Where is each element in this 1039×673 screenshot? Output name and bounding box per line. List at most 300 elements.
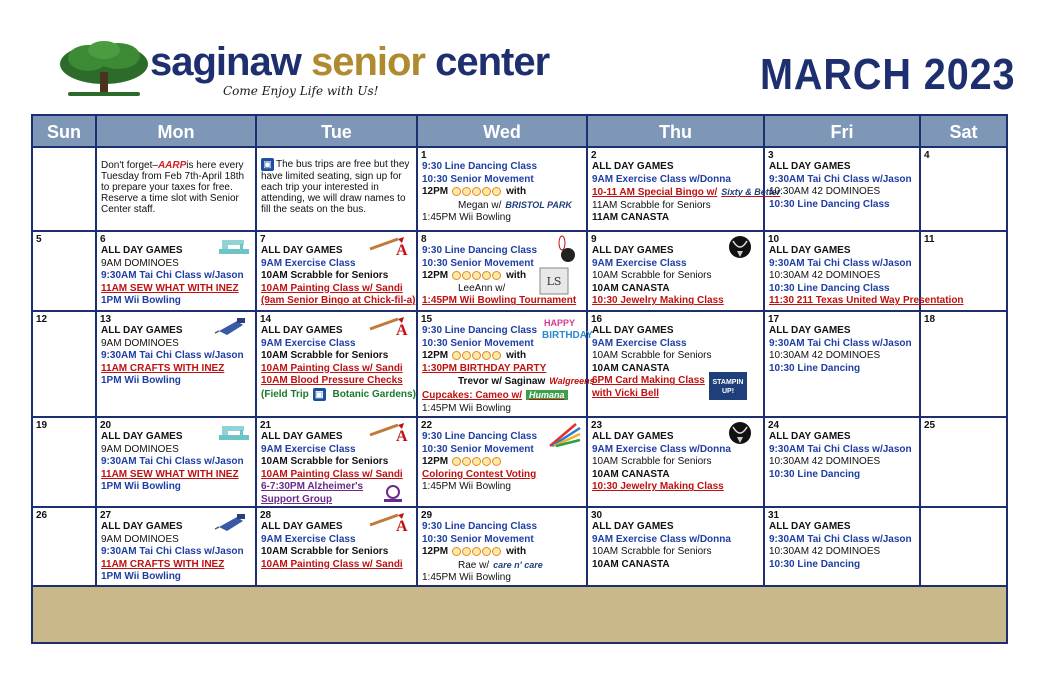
bingo-ball-icon <box>482 547 491 556</box>
day-header-fri: Fri <box>765 116 921 148</box>
event-item <box>261 363 414 376</box>
day-cell <box>588 418 765 508</box>
event-text: 9AM DOMINOES <box>101 257 179 269</box>
event-text: Trevor w/ Saginaw <box>458 376 546 388</box>
day-cell <box>257 418 418 508</box>
org-name-center: center <box>425 40 550 84</box>
paintbrush-icon <box>368 421 412 445</box>
event-item <box>769 456 917 469</box>
event-text: 10:30 Senior Movement <box>422 337 534 349</box>
event-text: 9:30AM Tai Chi Class w/Jason <box>769 443 912 455</box>
event-item <box>101 338 253 351</box>
event-text: 10:30 Jewelry Making Class <box>592 481 724 493</box>
date-number: 11 <box>924 234 935 245</box>
event-item <box>592 161 761 174</box>
event-item <box>769 161 917 174</box>
event-item <box>101 295 253 308</box>
event-item <box>769 199 917 212</box>
note-text: Don't forget– <box>101 160 158 171</box>
date-number: 2 <box>591 150 597 161</box>
date-number: 10 <box>768 234 780 245</box>
event-item <box>101 283 253 296</box>
bingo-balls-icon <box>452 546 502 557</box>
necklace-icon <box>727 421 753 453</box>
day-cell <box>33 508 97 587</box>
event-text: Megan w/ <box>458 199 502 211</box>
bingo-balls-icon <box>452 270 502 281</box>
bingo-ball-icon <box>472 547 481 556</box>
date-number: 30 <box>591 510 603 521</box>
event-text: 10AM Painting Class w/ Sandi <box>261 362 403 374</box>
crayons-icon <box>546 422 582 450</box>
sponsor-logo: BRISTOL PARK <box>505 199 572 210</box>
event-text: ALL DAY GAMES <box>769 161 851 172</box>
event-item <box>261 559 414 572</box>
event-item <box>101 456 253 469</box>
event-text: 10AM CANASTA <box>592 362 670 374</box>
bus-icon: ▣ <box>313 388 326 401</box>
event-text: 10AM CANASTA <box>592 468 670 480</box>
event-text: 10AM Scrabble for Seniors <box>592 350 712 362</box>
event-text: ALL DAY GAMES <box>592 245 674 256</box>
event-list <box>592 161 781 225</box>
svg-text:BIRTHDAY: BIRTHDAY <box>542 330 593 341</box>
event-text: LeeAnn w/ <box>458 282 506 294</box>
day-cell <box>97 232 257 312</box>
bingo-ball-icon <box>462 351 471 360</box>
day-header-sat: Sat <box>921 116 1006 148</box>
event-text-after: with <box>506 186 527 198</box>
event-text: 1PM Wii Bowling <box>101 295 181 307</box>
event-item <box>422 350 584 363</box>
paintbrush-icon <box>368 315 412 337</box>
event-text: 10:30AM 42 DOMINOES <box>769 186 881 198</box>
day-cell <box>765 508 921 587</box>
event-list <box>422 521 584 585</box>
event-text: 11AM SEW WHAT WITH INEZ <box>101 282 239 294</box>
date-number: 6 <box>100 234 106 245</box>
event-text-after: with <box>506 350 527 362</box>
date-number: 20 <box>100 420 112 431</box>
bingo-ball-icon <box>482 271 491 280</box>
event-item <box>101 258 253 271</box>
event-item <box>422 375 595 389</box>
date-number: 5 <box>36 234 42 245</box>
date-number: 21 <box>260 420 272 431</box>
event-item <box>592 469 761 482</box>
date-number: 8 <box>421 234 427 245</box>
event-text: ALL DAY GAMES <box>592 325 674 336</box>
date-number: 4 <box>924 150 930 161</box>
event-item <box>769 186 917 199</box>
event-item <box>261 375 414 388</box>
event-text: 9AM Exercise Class w/Donna <box>592 533 731 545</box>
event-text: 10:30 Line Dancing Class <box>769 198 890 210</box>
event-text: 10AM Scrabble for Seniors <box>592 270 712 282</box>
event-text: 9AM Exercise Class <box>592 257 687 269</box>
date-number: 3 <box>768 150 774 161</box>
day-cell <box>921 232 1006 312</box>
event-text: 6-7:30PM Alzheimer's <box>261 481 364 493</box>
paintbrush-icon <box>368 315 412 339</box>
event-text: 1:45PM Wii Bowling <box>422 481 511 493</box>
event-text: ALL DAY GAMES <box>592 431 674 442</box>
event-text: 1:45PM Wii Bowling <box>422 402 511 414</box>
bingo-ball-icon <box>452 457 461 466</box>
paintbrush-icon <box>368 235 412 259</box>
day-cell <box>418 148 588 232</box>
event-text: 10AM Scrabble for Seniors <box>261 270 389 282</box>
org-name-senior: senior <box>300 40 425 84</box>
event-text: 9:30AM Tai Chi Class w/Jason <box>101 350 244 362</box>
date-number: 28 <box>260 510 272 521</box>
bingo-ball-icon <box>462 271 471 280</box>
event-text: 10:30AM 42 DOMINOES <box>769 456 881 468</box>
bingo-ball-icon <box>462 457 471 466</box>
date-number: 19 <box>36 420 48 431</box>
event-text: 1PM Wii Bowling <box>101 481 181 493</box>
event-item <box>592 350 761 363</box>
bowling-icon <box>554 235 576 267</box>
stampin-up-logo <box>709 372 747 402</box>
event-item <box>422 481 584 494</box>
day-cell <box>97 312 257 418</box>
day-cell <box>418 312 595 418</box>
event-text: ALL DAY GAMES <box>101 245 183 256</box>
day-cell <box>33 148 97 232</box>
event-text: 11:30 211 Texas United Way Presentation <box>769 295 964 307</box>
bingo-balls-icon <box>452 186 502 197</box>
bingo-ball-icon <box>472 187 481 196</box>
event-item <box>592 283 761 296</box>
bingo-ball-icon <box>492 187 501 196</box>
event-item <box>769 444 917 457</box>
event-item <box>101 350 253 363</box>
day-cell <box>921 508 1006 587</box>
event-item <box>592 200 761 213</box>
event-item <box>101 559 253 572</box>
event-text: 10AM Blood Pressure Checks <box>261 375 403 387</box>
event-text: 1PM Wii Bowling <box>101 375 181 387</box>
day-cell <box>921 312 1006 418</box>
svg-text:HAPPY: HAPPY <box>544 318 576 328</box>
day-header-sun: Sun <box>33 116 97 148</box>
event-text: 9:30AM Tai Chi Class w/Jason <box>101 456 244 468</box>
org-name-saginaw: saginaw <box>150 40 301 84</box>
svg-text:A: A <box>396 242 408 259</box>
paintbrush-icon <box>368 511 412 533</box>
event-text: ALL DAY GAMES <box>769 431 851 442</box>
event-text: 10AM Painting Class w/ Sandi <box>261 282 403 294</box>
day-cell <box>588 312 765 418</box>
event-item <box>769 546 917 559</box>
date-number: 25 <box>924 420 936 431</box>
aarp-logo: AARP <box>157 160 187 171</box>
sewing-machine-icon <box>217 421 251 445</box>
event-text: 9AM Exercise Class <box>261 443 356 455</box>
event-item <box>769 363 917 376</box>
event-item <box>592 325 761 338</box>
bingo-ball-icon <box>492 351 501 360</box>
glue-gun-icon <box>215 315 249 339</box>
bingo-ball-icon <box>452 187 461 196</box>
happy-birthday-icon <box>542 316 593 344</box>
event-text: 10-11 AM Special Bingo w/ <box>592 187 718 199</box>
event-item <box>422 559 584 573</box>
event-text: 9:30AM Tai Chi Class w/Jason <box>101 546 244 558</box>
bingo-ball-icon <box>482 457 491 466</box>
event-item <box>422 295 584 308</box>
event-item <box>769 559 917 572</box>
event-text: 11AM Scrabble for Seniors <box>592 199 711 211</box>
calendar-grid <box>31 114 1008 644</box>
event-item <box>592 456 761 469</box>
event-item <box>261 546 414 559</box>
day-cell <box>97 508 257 587</box>
day-cell <box>588 148 781 232</box>
event-item <box>769 258 917 271</box>
event-item <box>769 174 917 187</box>
event-text: Cupcakes: Cameo w/ <box>422 389 523 401</box>
event-item <box>422 572 584 585</box>
event-text-after: with <box>506 270 527 282</box>
event-item <box>769 283 917 296</box>
bingo-ball-icon <box>452 271 461 280</box>
bingo-balls-icon <box>452 350 502 361</box>
event-text: 9:30 Line Dancing Class <box>422 245 538 256</box>
sponsor-logo: Humana <box>526 390 568 400</box>
event-text: ALL DAY GAMES <box>261 521 343 532</box>
event-text: ALL DAY GAMES <box>101 521 183 532</box>
day-cell <box>257 312 418 418</box>
event-item <box>592 546 761 559</box>
day-cell <box>418 232 588 312</box>
event-text: 10AM Scrabble for Seniors <box>261 350 389 362</box>
bingo-ball-icon <box>482 187 491 196</box>
event-text: (Field Trip <box>261 389 309 401</box>
event-text-after: with <box>506 546 527 558</box>
bingo-ball-icon <box>452 547 461 556</box>
event-item <box>769 350 917 363</box>
event-text: 12PM <box>422 270 449 282</box>
date-number: 16 <box>591 314 603 325</box>
ls-logo <box>540 268 568 296</box>
event-text: 6PM Card Making Class <box>592 375 705 387</box>
day-cell <box>921 418 1006 508</box>
event-text: 1:45PM Wii Bowling <box>422 212 511 224</box>
date-number: 17 <box>768 314 780 325</box>
event-text: 9:30AM Tai Chi Class w/Jason <box>769 337 912 349</box>
stampin-up-logo <box>709 372 747 400</box>
day-cell <box>765 418 921 508</box>
event-item <box>261 456 414 469</box>
sewing-machine-icon <box>217 235 251 259</box>
day-header-tue: Tue <box>257 116 418 148</box>
event-text: 11AM SEW WHAT WITH INEZ <box>101 468 239 480</box>
event-text: 9AM Exercise Class <box>261 533 356 545</box>
event-list <box>592 521 761 571</box>
event-text: 10:30 Line Dancing <box>769 362 861 374</box>
event-item <box>592 270 761 283</box>
event-item <box>261 444 414 457</box>
event-item <box>769 469 917 482</box>
day-header-wed: Wed <box>418 116 588 148</box>
event-item <box>261 295 414 308</box>
date-number: 27 <box>100 510 112 521</box>
event-text: 1:45PM Wii Bowling Tournament <box>422 295 577 307</box>
day-cell <box>97 418 257 508</box>
bingo-ball-icon <box>472 351 481 360</box>
event-item <box>261 338 414 351</box>
event-text: 10:30 Line Dancing <box>769 468 861 480</box>
event-item <box>422 186 584 199</box>
event-item <box>592 186 781 200</box>
event-item <box>261 469 414 482</box>
event-text: 10:30 Senior Movement <box>422 443 534 455</box>
event-text: 9:30 Line Dancing Class <box>422 521 538 532</box>
bingo-ball-icon <box>452 351 461 360</box>
bingo-balls-icon <box>452 456 502 467</box>
event-text: ALL DAY GAMES <box>769 245 851 256</box>
event-text: 9:30 Line Dancing Class <box>422 161 538 172</box>
bingo-ball-icon <box>492 457 501 466</box>
calendar-header <box>0 0 1039 114</box>
event-text: 1:45PM Wii Bowling <box>422 572 511 584</box>
event-text: 9:30AM Tai Chi Class w/Jason <box>101 270 244 282</box>
paintbrush-icon <box>368 421 412 443</box>
event-text: ALL DAY GAMES <box>769 325 851 336</box>
saginaw-senior-center-logo <box>58 38 550 108</box>
paintbrush-icon <box>368 511 412 535</box>
sewing-machine-icon <box>217 235 251 257</box>
event-text: 12PM <box>422 546 449 558</box>
event-text: 10:30AM 42 DOMINOES <box>769 350 881 362</box>
event-text: 11AM CANASTA <box>592 212 670 224</box>
day-cell <box>765 232 964 312</box>
event-text: 9AM Exercise Class <box>261 337 356 349</box>
event-text: 9AM Exercise Class <box>261 257 356 269</box>
day-cell <box>588 232 765 312</box>
event-text: 12PM <box>422 350 449 362</box>
date-number: 1 <box>421 150 427 161</box>
event-text: 10AM Scrabble for Seniors <box>592 456 712 468</box>
event-text: 10AM Scrabble for Seniors <box>261 456 389 468</box>
event-text: ALL DAY GAMES <box>261 431 343 442</box>
event-item <box>422 546 584 559</box>
event-item <box>592 295 761 308</box>
event-text: ALL DAY GAMES <box>261 245 343 256</box>
bingo-ball-icon <box>482 351 491 360</box>
date-number: 7 <box>260 234 266 245</box>
event-text: ALL DAY GAMES <box>769 521 851 532</box>
event-item <box>261 283 414 296</box>
svg-text:STAMPIN: STAMPIN <box>712 379 744 386</box>
event-text: 9AM DOMINOES <box>101 337 179 349</box>
event-list <box>769 325 917 375</box>
event-list <box>769 521 917 571</box>
event-item <box>261 270 414 283</box>
day-cell <box>97 148 257 232</box>
date-number: 18 <box>924 314 936 325</box>
day-header-thu: Thu <box>588 116 765 148</box>
event-item <box>769 295 964 308</box>
necklace-icon <box>727 235 753 265</box>
event-text: 10:30 Line Dancing <box>769 558 861 570</box>
bowling-icon <box>554 235 576 265</box>
event-text: ALL DAY GAMES <box>261 325 343 336</box>
event-text: 10:30AM 42 DOMINOES <box>769 546 881 558</box>
event-text: 10:30 Senior Movement <box>422 533 534 545</box>
day-cell <box>257 508 418 587</box>
event-item <box>769 534 917 547</box>
date-number: 14 <box>260 314 272 325</box>
event-item <box>769 325 917 338</box>
day-header-mon: Mon <box>97 116 257 148</box>
event-text: ALL DAY GAMES <box>101 325 183 336</box>
date-number: 12 <box>36 314 48 325</box>
date-number: 23 <box>591 420 603 431</box>
bingo-ball-icon <box>462 187 471 196</box>
event-text: 10:30 Jewelry Making Class <box>592 295 724 307</box>
event-item <box>592 212 761 225</box>
note-text: is here every Tuesday from Feb 7th-April 18th to prepare your taxes for free. Reserve a time slot with Senior Center staff. <box>101 160 245 215</box>
svg-text:LS: LS <box>546 275 562 288</box>
event-item <box>592 338 761 351</box>
sponsor-logo: Sixty & Better <box>721 187 781 198</box>
event-text: 9AM Exercise Class <box>592 337 687 349</box>
event-text: Rae w/ <box>458 559 490 571</box>
event-item <box>769 431 917 444</box>
bingo-ball-icon <box>492 547 501 556</box>
event-text: 1PM Wii Bowling <box>101 571 181 583</box>
bus-trip-note <box>261 158 413 215</box>
event-item <box>101 481 253 494</box>
event-text: ALL DAY GAMES <box>592 521 674 532</box>
event-text: (9am Senior Bingo at Chick-fil-a) <box>261 295 416 307</box>
event-text: ALL DAY GAMES <box>592 161 674 172</box>
tree-icon <box>58 40 150 102</box>
day-cell <box>33 312 97 418</box>
tagline: Come Enjoy Life with Us! <box>223 84 379 98</box>
date-number: 22 <box>421 420 433 431</box>
date-number: 26 <box>36 510 48 521</box>
event-item <box>769 338 917 351</box>
bingo-ball-icon <box>492 271 501 280</box>
note-text: The bus trips are free but they have limited seating, sign up for each trip your interested in attending, we will draw names to fill the seats on the bus. <box>261 159 410 215</box>
event-text: 9AM DOMINOES <box>101 533 179 545</box>
event-text: 9:30 Line Dancing Class <box>422 431 538 442</box>
sewing-machine-icon <box>217 421 251 443</box>
event-text: ALL DAY GAMES <box>101 431 183 442</box>
day-cell <box>921 148 1006 232</box>
event-text: 12PM <box>422 456 449 468</box>
event-item <box>101 363 253 376</box>
event-item <box>261 350 414 363</box>
event-item <box>101 444 253 457</box>
event-text: 10AM Painting Class w/ Sandi <box>261 558 403 570</box>
event-item <box>769 521 917 534</box>
svg-text:A: A <box>396 428 408 445</box>
event-text: Coloring Contest Voting <box>422 468 537 480</box>
event-item <box>101 375 253 388</box>
sponsor-logo: care n' care <box>493 559 543 570</box>
svg-text:A: A <box>396 518 408 535</box>
event-item <box>101 270 253 283</box>
day-cell <box>765 312 921 418</box>
month-title: MARCH 2023 <box>760 50 1016 99</box>
event-item <box>422 212 584 225</box>
event-item <box>592 534 761 547</box>
